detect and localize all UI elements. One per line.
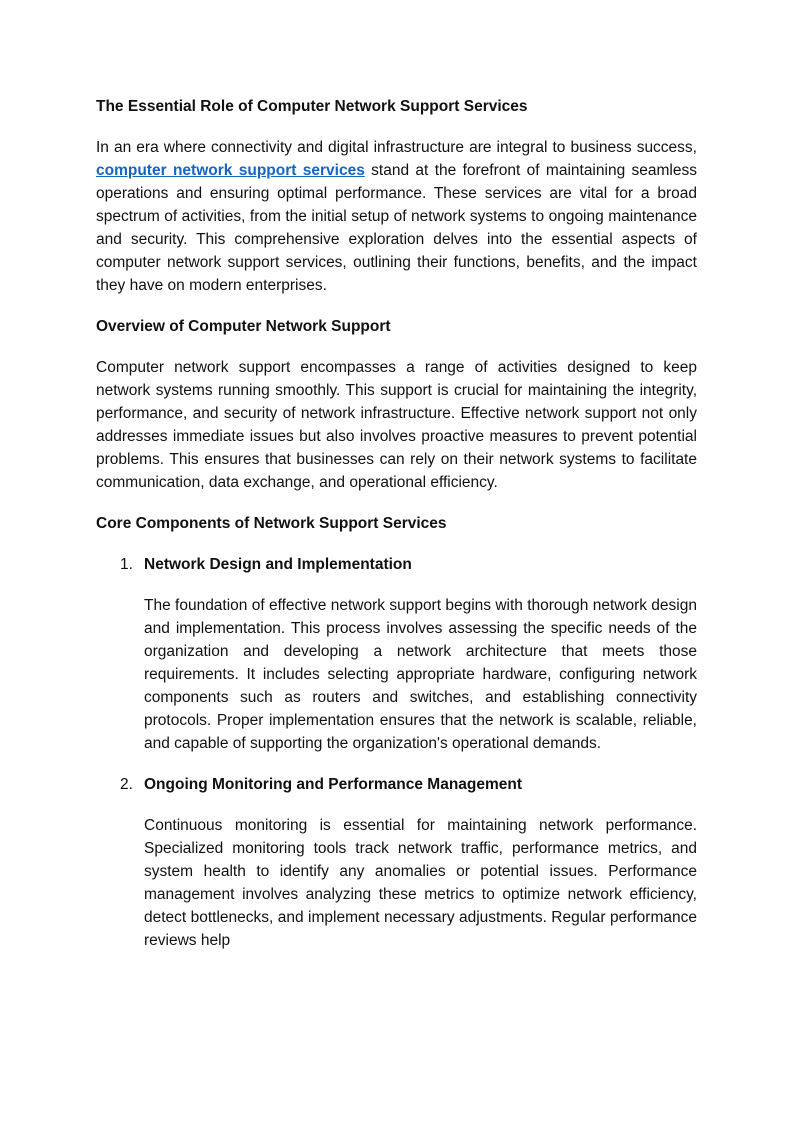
intro-text-after-link: stand at the forefront of maintaining seamless operations and ensuring optimal performance. These services are vital for a broad spectrum of activities, from the initial setup of network systems to ongoing maintenance and security. This comprehensive exploration delves into the essential aspects of computer network support services, outlining their functions, benefits, and the impact they have on modern enterprises.: [96, 162, 697, 294]
intro-paragraph: [96, 136, 697, 297]
list-item-title: Network Design and Implementation: [144, 556, 412, 573]
list-item-title: Ongoing Monitoring and Performance Management: [144, 776, 523, 793]
list-item-body: Continuous monitoring is essential for maintaining network performance. Specialized monitoring tools track network traffic, performance metrics, and system health to identify any anomalies or potential issues. Performance management involves analyzing these metrics to optimize network efficiency, detect bottlenecks, and implement necessary adjustments. Regular performance reviews help: [144, 817, 697, 949]
overview-heading: Overview of Computer Network Support: [96, 318, 391, 335]
list-item-body: The foundation of effective network support begins with thorough network design and implementation. This process involves assessing the specific needs of the organization and developing a network architecture that meets those requirements. It includes selecting appropriate hardware, configuring network components such as routers and switches, and establishing connectivity protocols. Proper implementation ensures that the network is scalable, reliable, and capable of supporting the organization's operational demands.: [144, 597, 697, 752]
document-page: [96, 95, 697, 970]
list-number: 1.: [120, 556, 133, 573]
overview-paragraph: Computer network support encompasses a range of activities designed to keep network systems running smoothly. This support is crucial for maintaining the integrity, performance, and security of network infrastructure. Effective network support not only addresses immediate issues but also involves proactive measures to prevent potential problems. This ensures that businesses can rely on their network systems to facilitate communication, data exchange, and operational efficiency.: [96, 359, 697, 491]
document-title: The Essential Role of Computer Network Support Services: [96, 98, 528, 115]
list-item: [96, 773, 697, 952]
core-components-heading: Core Components of Network Support Services: [96, 515, 447, 532]
network-support-services-link[interactable]: computer network support services: [96, 162, 365, 179]
intro-text-before-link: In an era where connectivity and digital infrastructure are integral to business success,: [96, 139, 697, 156]
list-number: 2.: [120, 776, 133, 793]
list-item: [96, 553, 697, 755]
